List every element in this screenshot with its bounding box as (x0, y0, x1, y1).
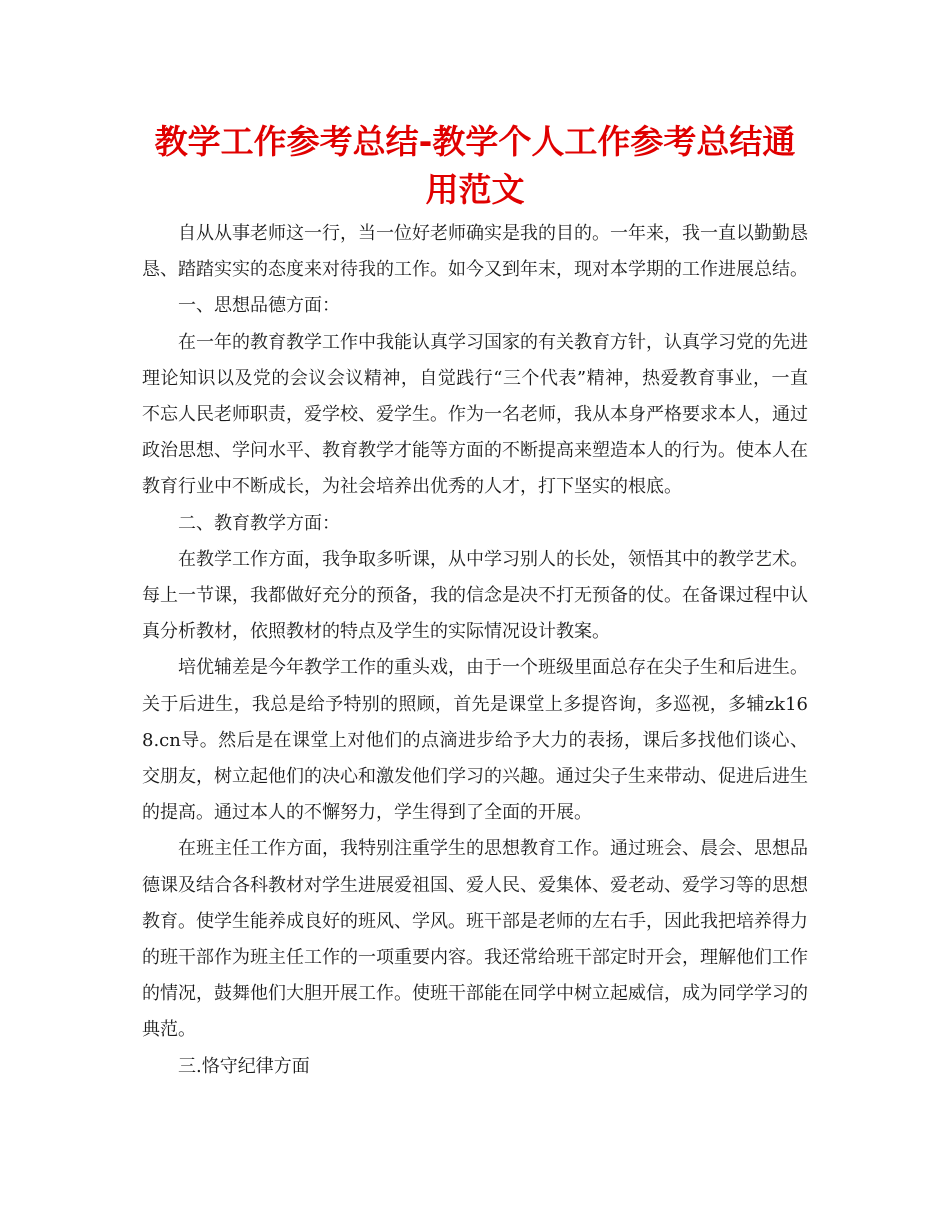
intro-paragraph: 自从从事老师这一行，当一位好老师确实是我的目的。一年来，我一直以勤勤恳恳、踏踏实实的态度来对待我的工作。如今又到年末，现对本学期的工作进展总结。 (142, 223, 808, 281)
document-title: 教学工作参考总结-教学个人工作参考总结通用范文 (154, 122, 796, 209)
section-heading-discipline: 三.恪守纪律方面 (178, 1055, 310, 1077)
morality-paragraph: 在一年的教育教学工作中我能认真学习国家的有关教育方针，认真学习党的先进理论知识以及党的会议会议精神，自觉践行“三个代表”精神，热爱教育事业，一直不忘人民老师职责，爱学校、爱学生。作为一名老师，我从本身严格要求本人，通过政治思想、学问水平、教育教学才能等方面的不断提高来塑造本人的行为。使本人在教育行业中不断成长，为社会培养出优秀的人才，打下坚实的根底。 (142, 331, 808, 498)
section-heading-teaching: 二、教育教学方面： (178, 512, 340, 534)
document-body (142, 216, 808, 1085)
class-teacher-paragraph: 在班主任工作方面，我特别注重学生的思想教育工作。通过班会、晨会、思想品德课及结合各科教材对学生进展爱祖国、爱人民、爱集体、爱老动、爱学习等的思想教育。使学生能养成良好的班风、学风。班干部是老师的左右手，因此我把培养得力的班干部作为班主任工作的一项重要内容。我还常给班干部定时开会，理解他们工作的情况，鼓舞他们大胆开展工作。使班干部能在同学中树立起威信，成为同学学习的典范。 (142, 838, 808, 1041)
tutoring-paragraph: 培优辅差是今年教学工作的重头戏，由于一个班级里面总存在尖子生和后进生。关于后进生，我总是给予特别的照顾，首先是课堂上多提咨询，多巡视，多辅zk168.cn导。然后是在课堂上对他们的点滴进步给予大力的表扬，课后多找他们谈心、交朋友，树立起他们的决心和激发他们学习的兴趣。通过尖子生来带动、促进后进生的提高。通过本人的不懈努力，学生得到了全面的开展。 (142, 657, 808, 824)
teaching-paragraph: 在教学工作方面，我争取多听课，从中学习别人的长处，领悟其中的教学艺术。每上一节课，我都做好充分的预备，我的信念是决不打无预备的仗。在备课过程中认真分析教材，依照教材的特点及学生的实际情况设计教案。 (142, 548, 808, 643)
section-heading-morality: 一、思想品德方面： (178, 295, 340, 317)
document-page (142, 118, 808, 1085)
